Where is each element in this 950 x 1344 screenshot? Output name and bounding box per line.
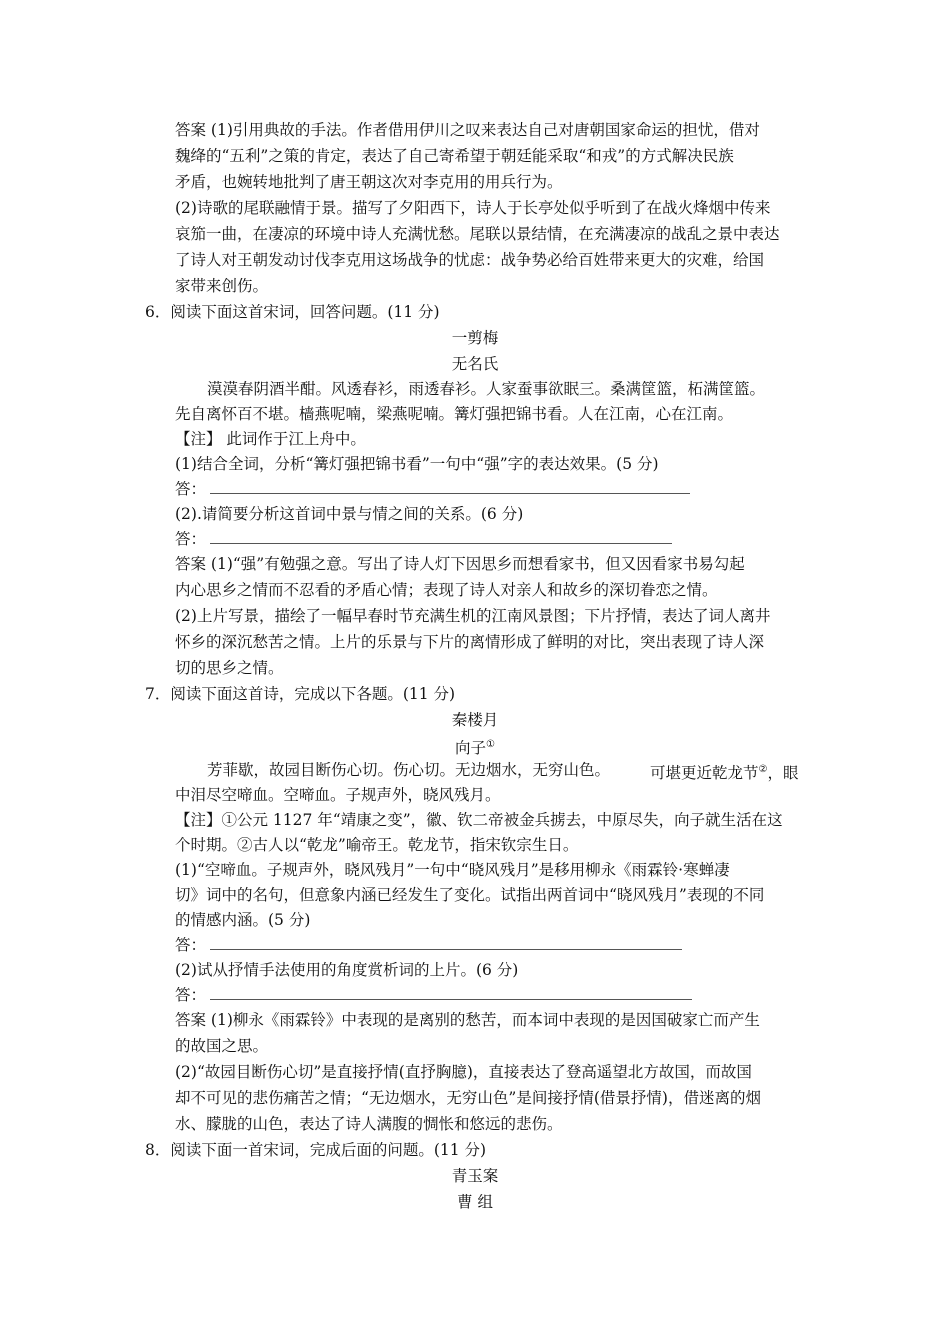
q6-note: 【注】 此词作于江上舟中。 bbox=[175, 430, 366, 448]
q5-answer-line-7: 家带来创伤。 bbox=[175, 277, 269, 295]
q5-answer-line-2: 魏绛的“五利”之策的肯定，表达了自己寄希望于朝廷能采取“和戎”的方式解决民族 bbox=[175, 147, 734, 165]
q6-poem-author: 无名氏 bbox=[451, 355, 499, 373]
q6-answer-line-3: (2)上片写景，描绘了一幅早春时节充满生机的江南风景图；下片抒情，表达了词人离井 bbox=[175, 607, 771, 625]
q7-poem-title: 秦楼月 bbox=[451, 711, 499, 729]
q6-sub-question-1: (1)结合全词，分析“篝灯强把锦书看”一句中“强”字的表达效果。(5 分) bbox=[175, 455, 659, 473]
answer-rule bbox=[210, 985, 692, 1000]
poem-text: 可堪更近乾龙节 bbox=[650, 764, 759, 783]
q7-answer-line-3: (2)“故园目断伤心切”是直接抒情(直抒胸臆)，直接表达了登高遥望北方故国，而故国 bbox=[175, 1063, 752, 1081]
q7-poem-line-1a: 芳菲歇，故园目断伤心切。伤心切。无边烟水，无穷山色。 bbox=[207, 761, 611, 779]
q5-answer-line-3: 矛盾，也婉转地批判了唐王朝这次对李克用的用兵行为。 bbox=[175, 173, 563, 191]
poem-text: ，眼 bbox=[767, 764, 799, 783]
q6-answer-blank-2 bbox=[175, 526, 672, 552]
q7-poem-line-2: 中泪尽空啼血。空啼血。子规声外，晓风残月。 bbox=[175, 786, 501, 804]
q7-answer-line-1: 答案 (1)柳永《雨霖铃》中表现的是离别的愁苦，而本词中表现的是因国破家亡而产生 bbox=[175, 1011, 760, 1029]
answer-rule bbox=[210, 935, 682, 950]
q7-sub-question-1b: 切》词中的名句，但意象内涵已经发生了变化。试指出两首词中“晓风残月”表现的不同 bbox=[175, 886, 765, 904]
q6-answer-line-2: 内心思乡之情而不忍看的矛盾心情；表现了诗人对亲人和故乡的深切眷恋之情。 bbox=[175, 581, 718, 599]
q7-note-line-2: 个时期。②古人以“乾龙”喻帝王。乾龙节，指宋钦宗生日。 bbox=[175, 836, 579, 854]
q8-poem-author: 曹 组 bbox=[457, 1193, 493, 1211]
q6-answer-line-1: 答案 (1)“强”有勉强之意。写出了诗人灯下因思乡而想看家书，但又因看家书易勾起 bbox=[175, 555, 745, 573]
answer-label: 答： bbox=[175, 986, 207, 1004]
q6-answer-line-5: 切的思乡之情。 bbox=[175, 659, 284, 677]
footnote-mark: ① bbox=[486, 739, 495, 750]
q6-stem: 6．阅读下面这首宋词，回答问题。(11 分) bbox=[145, 303, 440, 321]
q7-sub-question-1c: 的情感内涵。(5 分) bbox=[175, 911, 311, 929]
q6-poem-line-2: 先自离怀百不堪。樯燕呢喃，梁燕呢喃。篝灯强把锦书看。人在江南，心在江南。 bbox=[175, 405, 734, 423]
q8-poem-title: 青玉案 bbox=[451, 1167, 499, 1185]
q7-stem: 7．阅读下面这首诗，完成以下各题。(11 分) bbox=[145, 685, 456, 703]
q5-answer-line-6: 了诗人对王朝发动讨伐李克用这场战争的忧虑：战争势必给百姓带来更大的灾难，给国 bbox=[175, 251, 765, 269]
q7-note-line-1: 【注】①公元 1127 年“靖康之变”，徽、钦二帝被金兵掳去，中原尽失，向子就生活在这 bbox=[175, 811, 783, 829]
answer-rule bbox=[210, 479, 690, 494]
q7-answer-blank-2 bbox=[175, 982, 692, 1008]
q5-answer-line-5: 哀笳一曲，在凄凉的环境中诗人充满忧愁。尾联以景结情，在充满凄凉的战乱之景中表达 bbox=[175, 225, 780, 243]
q6-poem-line-1: 漠漠春阴酒半酣。风透春衫，雨透春衫。人家蚕事欲眠三。桑满筐篮，柘满筐篮。 bbox=[207, 380, 766, 398]
answer-label: 答： bbox=[175, 530, 207, 548]
q5-answer-line-1: 答案 (1)引用典故的手法。作者借用伊川之叹来表达自己对唐朝国家命运的担忧，借对 bbox=[175, 121, 760, 139]
q7-answer-blank-1 bbox=[175, 932, 682, 958]
q6-sub-question-2: (2).请简要分析这首词中景与情之间的关系。(6 分) bbox=[175, 505, 524, 523]
q6-answer-blank-1 bbox=[175, 476, 690, 502]
q8-stem: 8．阅读下面一首宋词，完成后面的问题。(11 分) bbox=[145, 1141, 487, 1159]
q7-answer-line-5: 水、朦胧的山色，表达了诗人满腹的惆怅和悠远的悲伤。 bbox=[175, 1115, 563, 1133]
q6-poem-title: 一剪梅 bbox=[451, 329, 499, 347]
q7-answer-line-4: 却不可见的悲伤痛苦之情；“无边烟水，无穷山色”是间接抒情(借景抒情)，借迷离的烟 bbox=[175, 1089, 761, 1107]
q7-poem-line-1b bbox=[650, 757, 799, 786]
answer-label: 答： bbox=[175, 936, 207, 954]
answer-label: 答： bbox=[175, 480, 207, 498]
q6-answer-line-4: 怀乡的深沉愁苦之情。上片的乐景与下片的离情形成了鲜明的对比，突出表现了诗人深 bbox=[175, 633, 765, 651]
author-name: 向子 bbox=[455, 739, 487, 758]
q7-answer-line-2: 的故国之思。 bbox=[175, 1037, 269, 1055]
q7-sub-question-1a: (1)“空啼血。子规声外，晓风残月”一句中“晓风残月”是移用柳永《雨霖铃·寒蝉凄 bbox=[175, 861, 730, 879]
q5-answer-line-4: (2)诗歌的尾联融情于景。描写了夕阳西下，诗人于长亭处似乎听到了在战火烽烟中传来 bbox=[175, 199, 771, 217]
answer-rule bbox=[210, 529, 672, 544]
q7-sub-question-2: (2)试从抒情手法使用的角度赏析词的上片。(6 分) bbox=[175, 961, 519, 979]
footnote-mark: ② bbox=[758, 764, 768, 775]
